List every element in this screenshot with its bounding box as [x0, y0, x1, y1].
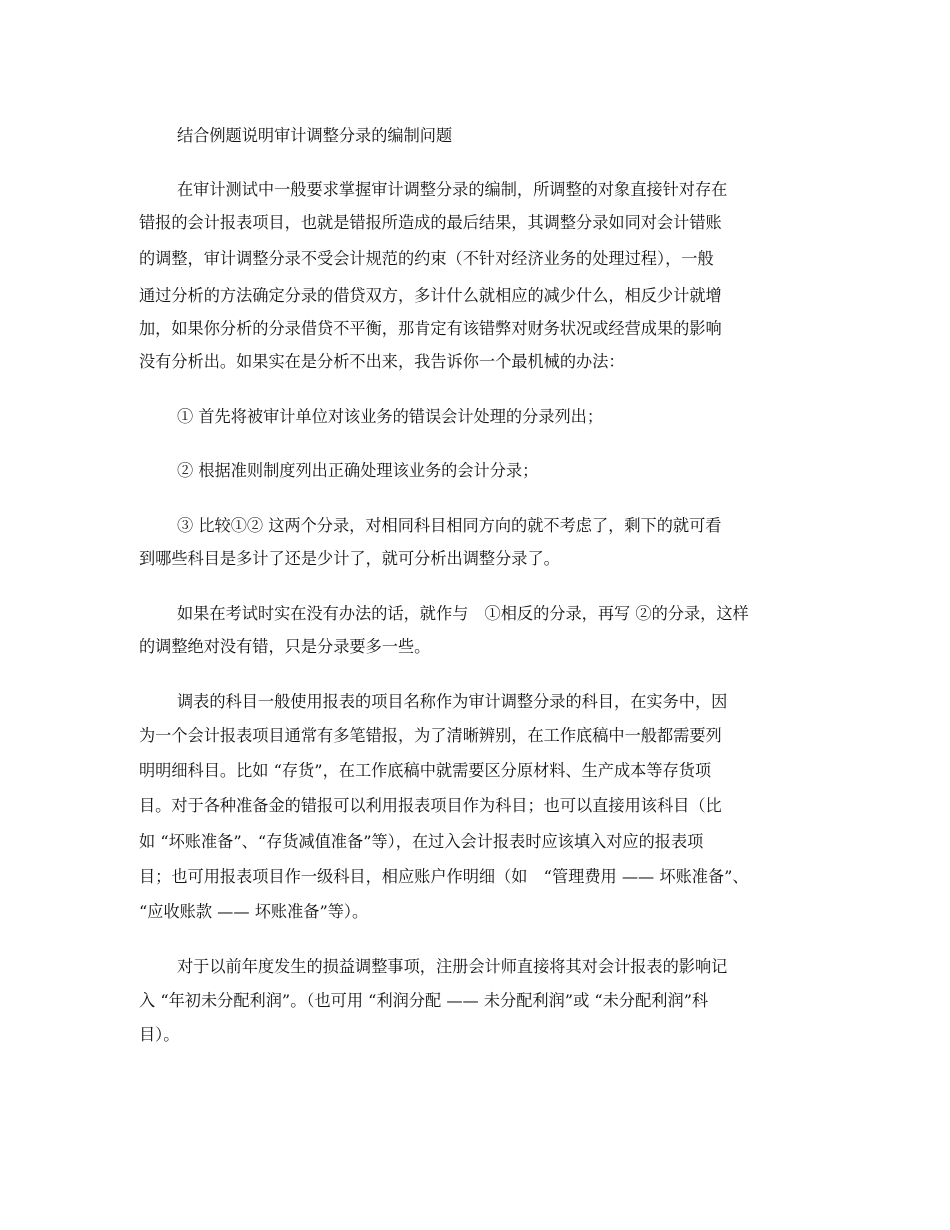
paragraph-3-line-4: 目。对于各种准备金的错报可以利用报表项目作为科目；也可以直接用该科目（比 [139, 796, 722, 815]
step-1: ① 首先将被审计单位对该业务的错误会计处理的分录列出； [177, 407, 604, 426]
paragraph-1-line-4: 通过分析的方法确定分录的借贷双方，多计什么就相应的减少什么，相反少计就增 [139, 286, 722, 305]
paragraph-1-line-1: 在审计测试中一般要求掌握审计调整分录的编制，所调整的对象直接针对存在 [177, 180, 728, 199]
paragraph-1-line-2: 错报的会计报表项目，也就是错报所造成的最后结果，其调整分录如同对会计错账 [139, 213, 722, 232]
step-3-line-2: 到哪些科目是多计了还是少计了，就可分析出调整分录了。 [139, 549, 560, 568]
paragraph-4-line-1: 对于以前年度发生的损益调整事项，注册会计师直接将其对会计报表的影响记 [177, 957, 728, 976]
paragraph-2-line-2: 的调整绝对没有错，只是分录要多一些。 [139, 637, 431, 656]
paragraph-4-line-3: 目）。 [139, 1025, 180, 1044]
paragraph-1-line-3: 的调整，审计调整分录不受会计规范的约束（不针对经济业务的处理过程），一般 [139, 249, 714, 268]
paragraph-3-line-7: “应收账款 —— 坏账准备”等）。 [139, 902, 369, 921]
paragraph-1-line-5: 加，如果你分析的分录借贷不平衡，那肯定有该错弊对财务状况或经营成果的影响 [139, 319, 722, 338]
document-title: 结合例题说明审计调整分录的编制问题 [177, 126, 453, 145]
paragraph-3-line-5: 如 “坏账准备”、“存货减值准备”等），在过入会计报表时应该填入对应的报表项 [139, 832, 704, 851]
paragraph-3-line-2: 为一个会计报表项目通常有多笔错报，为了清晰辨别，在工作底稿中一般都需要列 [139, 726, 722, 745]
step-3-line-1: ③ 比较①② 这两个分录，对相同科目相同方向的就不考虑了，剩下的就可看 [177, 516, 722, 535]
paragraph-3-line-3: 明明细科目。比如 “存货”，在工作底稿中就需要区分原材料、生产成本等存货项 [139, 761, 712, 780]
step-2: ② 根据准则制度列出正确处理该业务的会计分录； [177, 461, 539, 480]
paragraph-1-line-6: 没有分析出。如果实在是分析不出来，我告诉你一个最机械的办法： [139, 352, 625, 371]
paragraph-4-line-2: 入 “年初未分配利润”。（也可用 “利润分配 —— 未分配利润”或 “未分配利润”科 [139, 991, 709, 1010]
paragraph-3-line-6: 目；也可用报表项目作一级科目，相应账户作明细（如 “管理费用 —— 坏账准备”、 [139, 867, 749, 886]
paragraph-3-line-1: 调表的科目一般使用报表的项目名称作为审计调整分录的科目，在实务中，因 [177, 692, 728, 711]
paragraph-2-line-1: 如果在考试时实在没有办法的话，就作与 ①相反的分录，再写 ②的分录，这样 [177, 604, 749, 623]
